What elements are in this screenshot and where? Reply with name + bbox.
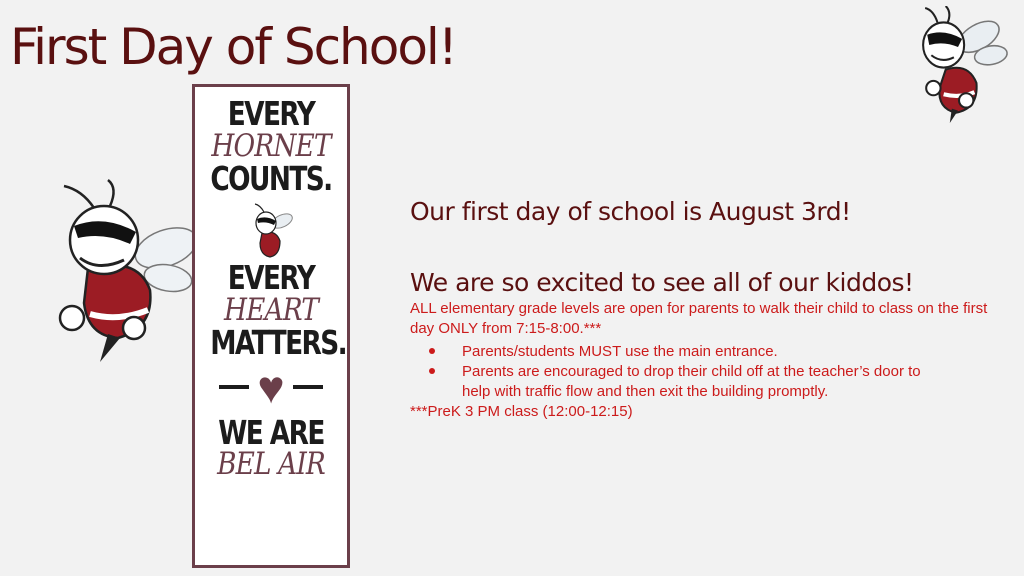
poster-line: EVERY: [227, 258, 315, 298]
bullet-text: Parents/students MUST use the main entrance.: [462, 342, 778, 360]
hornet-mascot-mini-icon: [246, 203, 296, 259]
poster-script-line: HEART: [224, 291, 318, 328]
heart-divider: [195, 360, 347, 413]
bullet-text: Parents are encouraged to drop their child off at the teacher’s door to help with traffic flow and then exit the building promptly.: [462, 362, 921, 400]
list-item: [410, 342, 1010, 362]
poster-line: WE ARE: [218, 412, 324, 452]
hornet-mascot-icon: [38, 178, 198, 363]
announcement-footnote: ***PreK 3 PM class (12:00-12:15): [410, 403, 633, 421]
bullet-icon: [429, 368, 435, 374]
divider-line: [293, 385, 323, 389]
hornet-mascot-icon: [906, 6, 1010, 124]
poster-script-line: BEL AIR: [217, 446, 325, 483]
announcement-content: [410, 196, 1010, 423]
poster-line: COUNTS.: [210, 158, 332, 198]
every-hornet-counts-poster: [192, 84, 350, 568]
announcement-headline: Our first day of school is August 3rd!: [410, 197, 851, 226]
slide-title: First Day of School!: [10, 18, 456, 76]
announcement-note: ALL elementary grade levels are open for parents to walk their child to class on the first day ONLY from 7:15-8:00.***: [410, 300, 988, 338]
poster-line: EVERY: [227, 94, 315, 133]
poster-script-line: HORNET: [211, 127, 331, 164]
bullet-icon: [429, 348, 435, 354]
announcement-headline: We are so excited to see all of our kiddos!: [410, 267, 914, 297]
divider-line: [219, 385, 249, 389]
bullet-list: [410, 342, 1010, 403]
list-item: [410, 362, 1010, 403]
heart-icon: ♥: [257, 360, 285, 413]
poster-line: MATTERS.: [210, 322, 347, 362]
